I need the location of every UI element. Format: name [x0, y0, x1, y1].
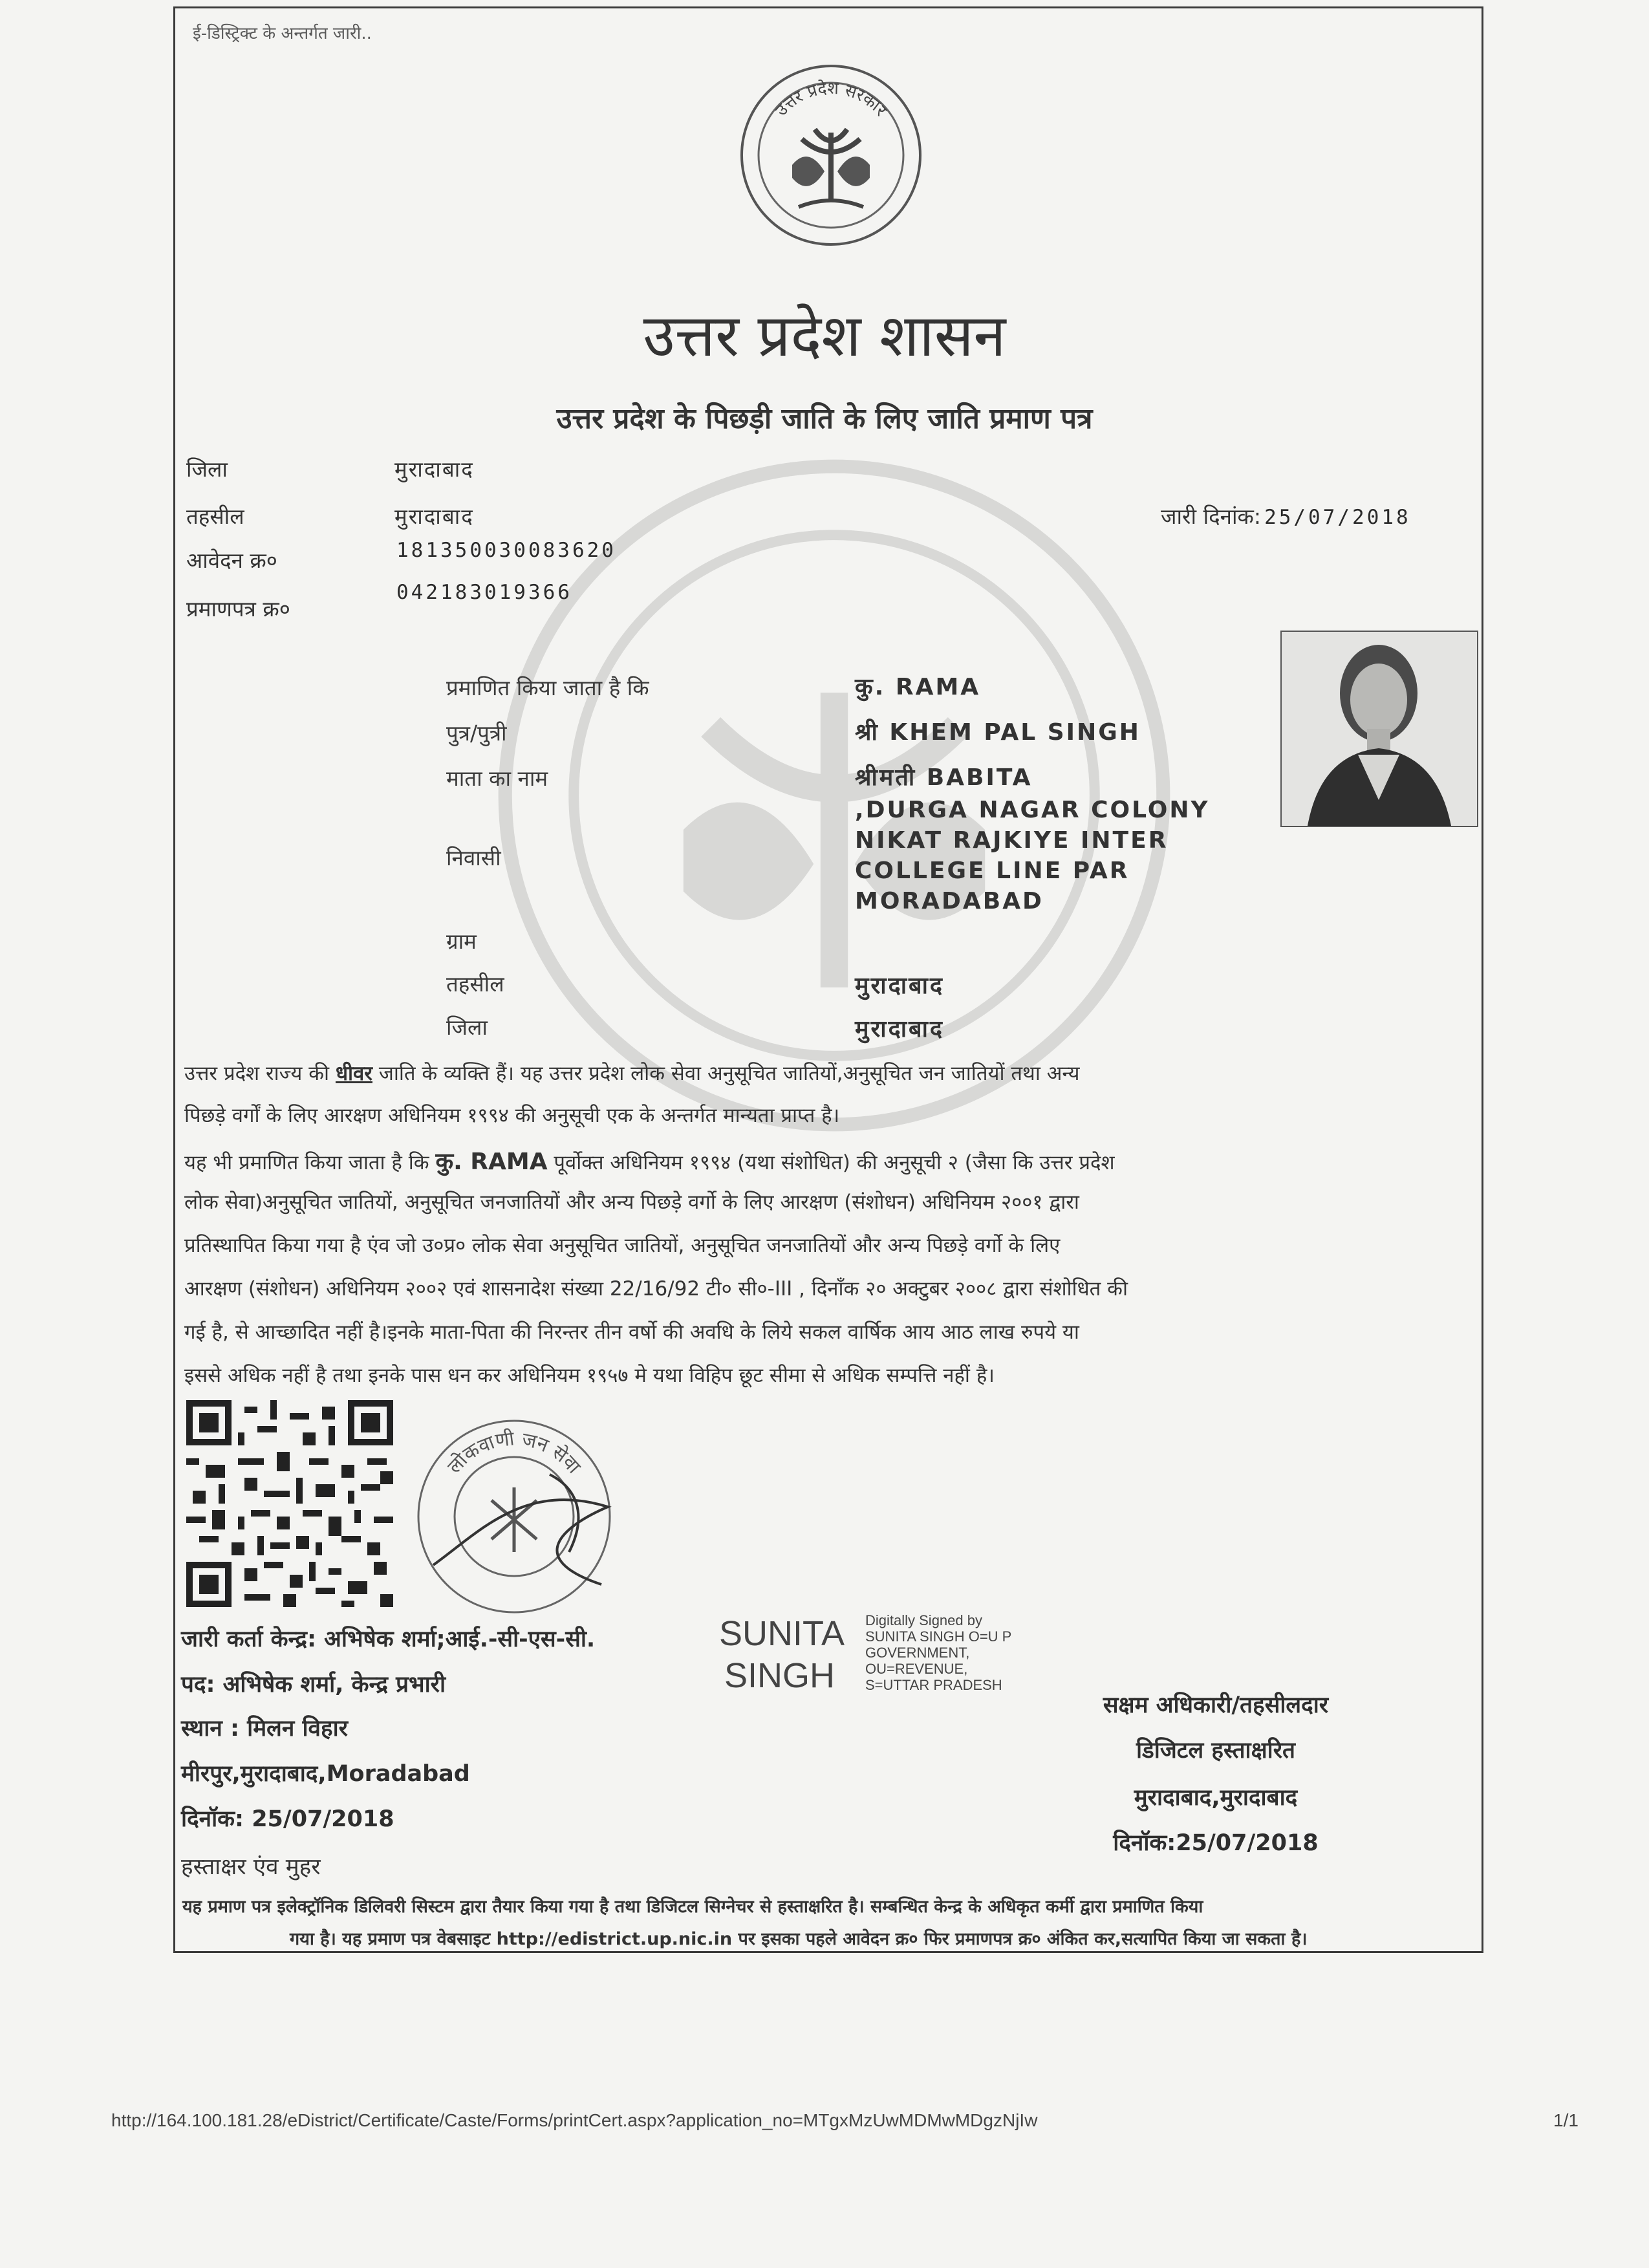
qr-code-icon	[186, 1400, 393, 1607]
signature-detail-line: S=UTTAR PRADESH	[865, 1677, 1002, 1693]
certify-label: प्रमाणित किया जाता है कि	[446, 675, 649, 700]
paragraph-line	[184, 1145, 1115, 1176]
name-prefix: कु.	[855, 674, 886, 700]
address-line: COLLEGE LINE PAR	[855, 858, 1130, 884]
issuer-place: स्थान : मिलन विहार	[181, 1716, 348, 1742]
issuer-center: जारी कर्ता केन्द्र: अभिषेक शर्मा;आई.-सी-एस-सी.	[181, 1626, 596, 1652]
father-name	[855, 715, 1141, 747]
name-value: RAMA	[895, 674, 981, 700]
person-district-value: मुरादाबाद	[855, 1016, 945, 1042]
person-tehsil-label: तहसील	[446, 971, 504, 997]
caste-name: धीवर	[335, 1062, 372, 1085]
application-no-label: आवेदन क्र०	[186, 548, 277, 573]
certificate-title: उत्तर प्रदेश के पिछड़ी जाति के लिए जाति प्रमाण पत्र	[556, 402, 1093, 435]
relation-label: पुत्र/पुत्री	[446, 720, 507, 746]
print-url: http://164.100.181.28/eDistrict/Certificate/Caste/Forms/printCert.aspx?application_no=MTgxMzUwMDMwMDgzNjIw	[111, 2110, 1038, 2130]
mother-value: BABITA	[926, 764, 1033, 791]
header-note: ई-डिस्ट्रिक्ट के अन्तर्गत जारी..	[193, 24, 372, 43]
paragraph-text: उत्तर प्रदेश राज्य की	[184, 1062, 330, 1085]
address-line: MORADABAD	[855, 888, 1044, 914]
applicant-photo-icon	[1282, 632, 1477, 826]
footer-note-line: यह प्रमाण पत्र इलेक्ट्रॉनिक डिलिवरी सिस्टम द्वारा तैयार किया गया है तथा डिजिटल सिग्नेचर से हस्ताक्षरित है। सम्बन्धित केन्द्र के अधिकृत कर्मी द्वारा प्रमाणित किया	[182, 1897, 1203, 1917]
district-label: जिला	[186, 457, 228, 482]
paragraph-text: यह भी प्रमाणित किया जाता है कि	[184, 1151, 429, 1174]
paragraph-line: पिछड़े वर्गों के लिए आरक्षण अधिनियम १९९४ की अनुसूची एक के अन्तर्गत मान्यता प्राप्त है।	[184, 1104, 840, 1127]
resident-label: निवासी	[446, 845, 501, 870]
sign-seal-label: हस्ताक्षर एंव मुहर	[181, 1854, 321, 1880]
signature-detail-line: SUNITA SINGH O=U P	[865, 1628, 1012, 1645]
tehsil-label: तहसील	[186, 504, 244, 529]
paragraph-name: कु. RAMA	[435, 1149, 548, 1175]
applicant-name	[855, 670, 980, 702]
village-label: ग्राम	[446, 929, 477, 954]
certificate-no-label: प्रमाणपत्र क्र०	[186, 596, 290, 621]
signature-detail-line: Digitally Signed by	[865, 1612, 982, 1628]
paragraph-line: लोक सेवा)अनुसूचित जातियों, अनुसूचित जनजातियों और अन्य पिछड़े वर्गो के लिए आरक्षण (संशोधन) अधिनियम २००१ द्वारा	[184, 1191, 1079, 1214]
authority-place: मुरादाबाद,मुरादाबाद	[1134, 1785, 1298, 1811]
issue-date-label: जारी दिनांक:	[1161, 504, 1261, 529]
government-title: उत्तर प्रदेश शासन	[643, 302, 1006, 370]
authority-title: सक्षम अधिकारी/तहसीलदार	[1103, 1692, 1329, 1718]
issue-date	[1161, 501, 1411, 530]
authority-digital: डिजिटल हस्ताक्षरित	[1136, 1738, 1296, 1764]
mother-name	[855, 761, 1033, 792]
issuer-post: पद: अभिषेक शर्मा, केन्द्र प्रभारी	[181, 1672, 446, 1698]
footer-note-line: गया है। यह प्रमाण पत्र वेबसाइट http://edistrict.up.nic.in पर इसका पहले आवेदन क्र० फिर प्रमाणपत्र क्र० अंकित कर,सत्यापित किया जा सकता है।	[290, 1929, 1308, 1949]
person-tehsil-value: मुरादाबाद	[855, 973, 945, 999]
svg-text:उत्तर प्रदेश सरकार	[771, 78, 891, 121]
application-no-value: 181350030083620	[396, 539, 616, 562]
mother-label: माता का नाम	[446, 766, 548, 791]
emblem-text: उत्तर प्रदेश सरकार	[771, 78, 890, 120]
signature-detail-line: GOVERNMENT,	[865, 1645, 970, 1661]
paragraph-line: इससे अधिक नहीं है तथा इनके पास धन कर अधिनियम १९५७ मे यथा विहिप छूट सीमा से अधिक सम्पत्ति नहीं है।	[184, 1364, 995, 1387]
paragraph-text: पूर्वोक्त अधिनियम १९९४ (यथा संशोधित) की अनुसूची २ (जैसा कि उत्तर प्रदेश	[554, 1151, 1115, 1174]
applicant-photo	[1280, 631, 1478, 827]
paragraph-line: गई है, से आच्छादित नहीं है।इनके माता-पिता की निरन्तर तीन वर्षो की अवधि के लिये सकल वार्षिक आय आठ लाख रुपये या	[184, 1321, 1079, 1344]
signer-name-line1: SUNITA	[719, 1614, 845, 1653]
address-line: NIKAT RAJKIYE INTER	[855, 827, 1169, 854]
person-district-label: जिला	[446, 1015, 488, 1040]
signature-details	[865, 1612, 1011, 1693]
seal-text: लोकवाणी जन सेवा	[443, 1427, 585, 1478]
district-value: मुरादाबाद	[394, 457, 474, 482]
issuer-address: मीरपुर,मुरादाबाद,Moradabad	[181, 1761, 470, 1787]
mother-prefix: श्रीमती	[855, 764, 917, 791]
signer-name-line2: SINGH	[724, 1656, 835, 1695]
issue-date-value: 25/07/2018	[1264, 506, 1411, 529]
signature-detail-line: OU=REVENUE,	[865, 1661, 968, 1677]
authority-date: दिनॉक:25/07/2018	[1113, 1830, 1319, 1856]
state-emblem-icon	[737, 61, 925, 249]
paragraph-text: जाति के व्यक्ति हैं। यह उत्तर प्रदेश लोक सेवा अनुसूचित जातियों,अनुसूचित जन जातियों तथा अन्य	[378, 1062, 1080, 1085]
official-seal-icon	[394, 1403, 634, 1617]
father-prefix: श्री	[855, 719, 879, 746]
page-number: 1/1	[1553, 2110, 1579, 2130]
paragraph-line: आरक्षण (संशोधन) अधिनियम २००२ एवं शासनादेश संख्या 22/16/92 टी० सी०-III , दिनाँक २० अक्टुबर २००८ द्वारा संशोधित की	[184, 1277, 1128, 1301]
tehsil-value: मुरादाबाद	[394, 504, 474, 529]
issuer-date: दिनॉक: 25/07/2018	[181, 1806, 394, 1832]
paragraph-line	[184, 1059, 1080, 1086]
paragraph-line: प्रतिस्थापित किया गया है एंव जो उ०प्र० लोक सेवा अनुसूचित जातियों, अनुसूचित जनजातियों और अन्य पिछड़े वर्गो के लिए	[184, 1234, 1061, 1257]
address-line: ,DURGA NAGAR COLONY	[855, 797, 1210, 823]
father-value: KHEM PAL SINGH	[889, 719, 1141, 746]
certificate-no-value: 042183019366	[396, 581, 572, 604]
